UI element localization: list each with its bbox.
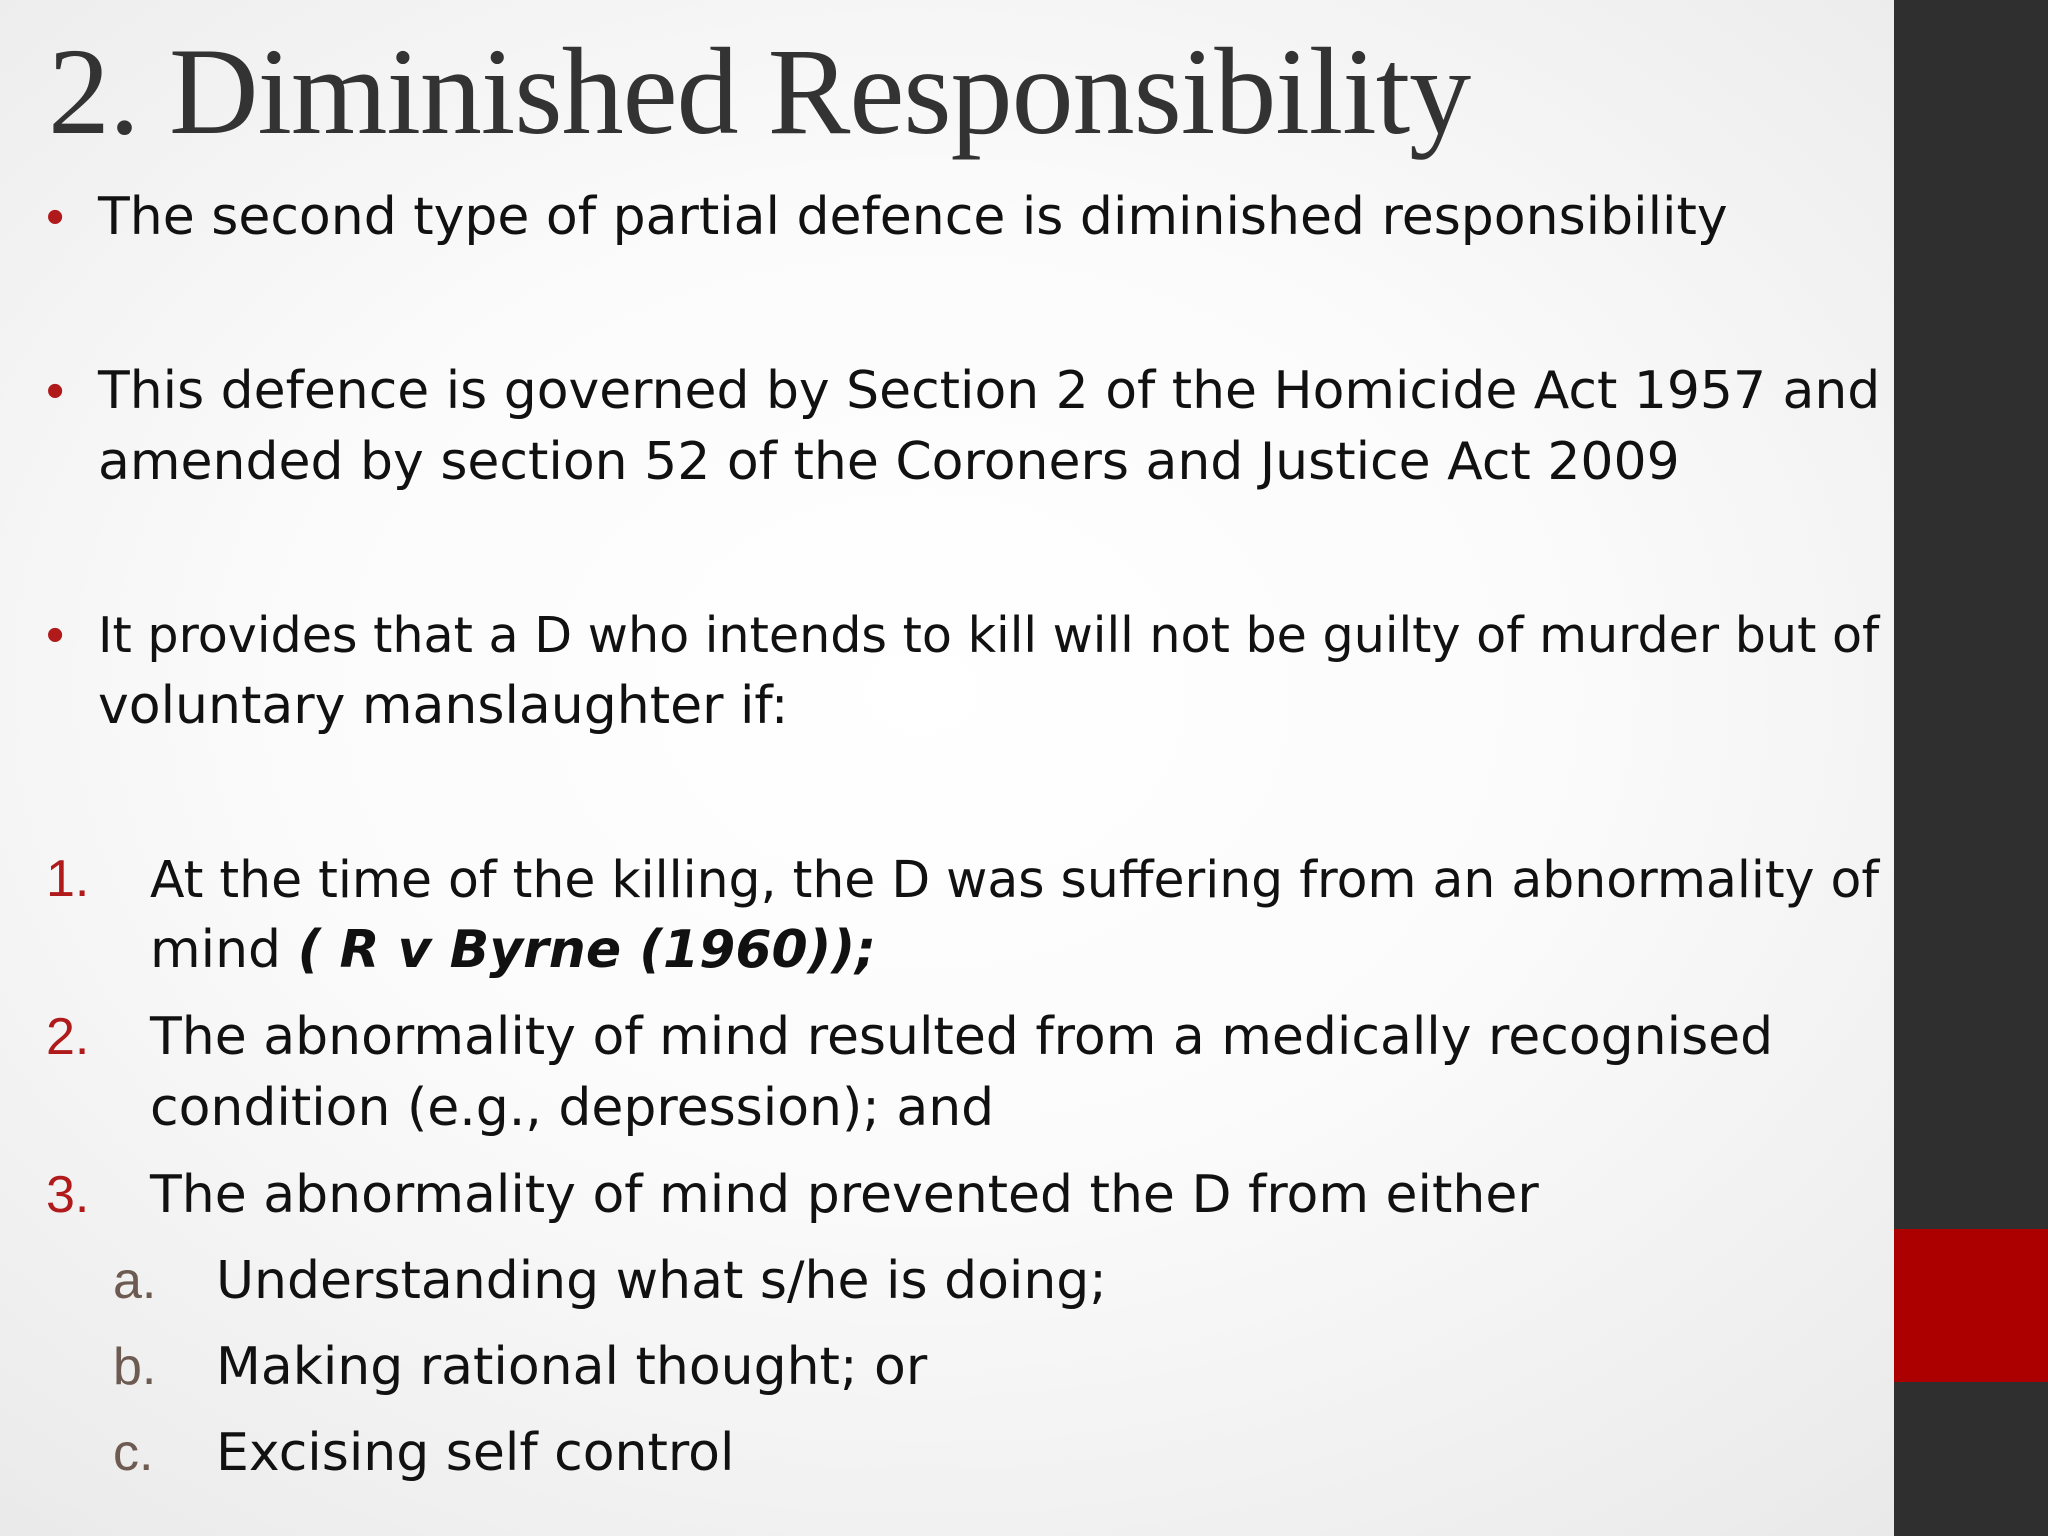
case-citation: ( R v Byrne (1960)); — [297, 920, 877, 980]
bullet-dot: • — [46, 362, 65, 420]
numbered-2-line-2: condition (e.g., depression); and — [150, 1078, 995, 1138]
sub-item-b: Making rational thought; or — [216, 1337, 928, 1397]
sub-marker-a: a. — [113, 1252, 157, 1310]
numbered-marker-3: 3. — [46, 1166, 90, 1224]
sub-marker-b: b. — [113, 1338, 157, 1396]
numbered-1-line-2-text: mind — [150, 920, 298, 980]
bullet-3-line-2: voluntary manslaughter if: — [98, 676, 789, 736]
bullet-2-line-2: amended by section 52 of the Coroners and Justice Act 2009 — [98, 432, 1680, 492]
bullet-dot: • — [46, 606, 65, 664]
numbered-1-line-2 — [150, 915, 876, 986]
numbered-marker-1: 1. — [46, 850, 90, 908]
slide-title: 2. Diminished Responsibility — [48, 23, 1471, 160]
sub-marker-c: c. — [113, 1424, 154, 1482]
bullet-2-line-1: This defence is governed by Section 2 of the Homicide Act 1957 and — [98, 361, 1881, 421]
sub-item-c: Excising self control — [216, 1423, 735, 1483]
decorative-red-accent — [1894, 1229, 2048, 1382]
numbered-1-line-1: At the time of the killing, the D was suffering from an abnormality of — [150, 850, 1880, 909]
bullet-dot: • — [46, 188, 65, 246]
sub-item-a: Understanding what s/he is doing; — [216, 1251, 1107, 1311]
numbered-marker-2: 2. — [46, 1008, 90, 1066]
bullet-1-line-1: The second type of partial defence is diminished responsibility — [98, 187, 1728, 247]
bullet-3-line-1: It provides that a D who intends to kill will not be guilty of murder but of — [98, 606, 1880, 664]
numbered-2-line-1: The abnormality of mind resulted from a medically recognised — [150, 1007, 1774, 1067]
numbered-3-line-1: The abnormality of mind prevented the D from either — [150, 1165, 1539, 1225]
